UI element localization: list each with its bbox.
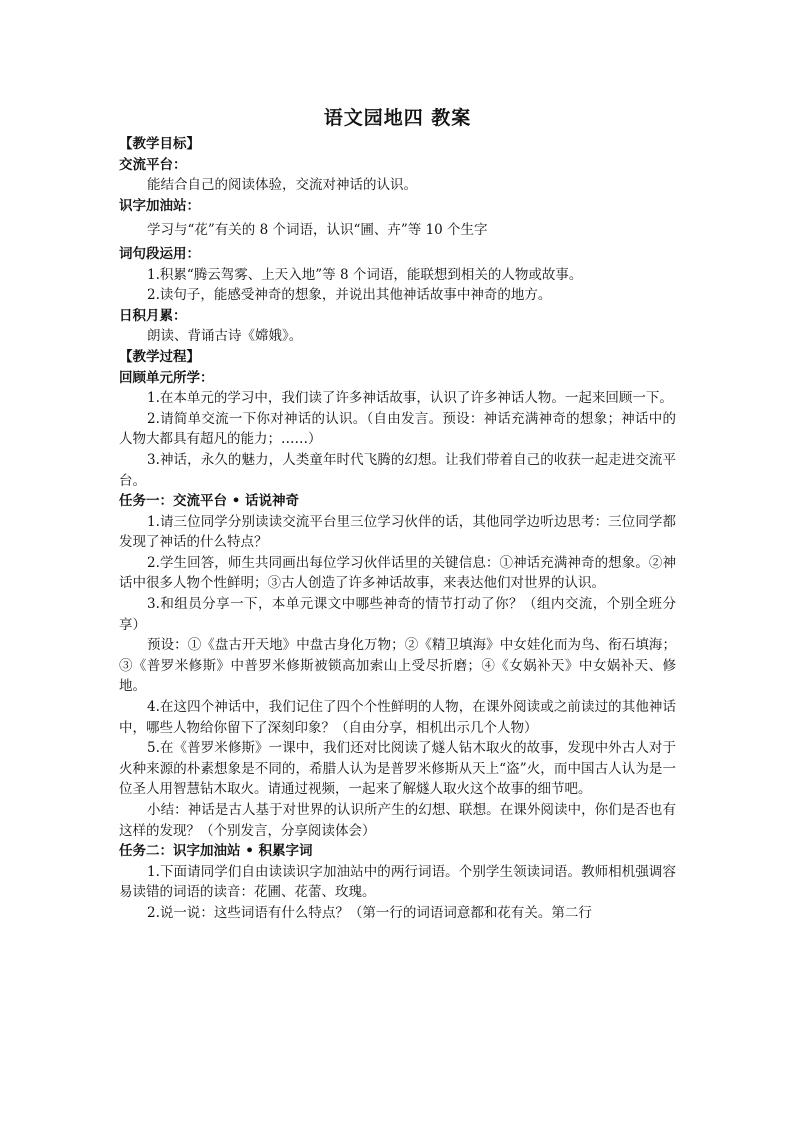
paragraph-usage-1: 1.积累“腾云驾雾、上天入地”等 8 个词语，能联想到相关的人物或故事。 [147, 266, 583, 283]
subheading-review: 回顾单元所学： [119, 369, 214, 386]
document-title: 语文园地四 教案 [323, 107, 472, 129]
subheading-exchange: 交流平台： [119, 156, 187, 173]
paragraph-task2-2: 2.说一说：这些词语有什么特点？（第一行的词语词意都和花有关。第二行 [147, 904, 592, 921]
paragraph-task1-2: 2.学生回答，师生共同画出每位学习伙伴话里的关键信息：①神话充满神奇的想象。②神话中很多人物个性鲜明；③古人创造了许多神话故事，来表达他们对世界的认识。 [119, 554, 676, 592]
paragraph-review-1: 1.在本单元的学习中，我们读了许多神话故事，认识了许多神话人物。一起来回顾一下。 [147, 390, 673, 407]
subheading-task2: 任务二：识字加油站 • 积累字词 [119, 843, 313, 860]
paragraph-review-3: 3.神话，永久的魅力，人类童年时代飞腾的幻想。让我们带着自己的收获一起走进交流平台。 [119, 451, 676, 489]
paragraph-task2-1: 1.下面请同学们自由读读识字加油站中的两行词语。个别学生领读词语。教师相机强调容易读错的词语的读音：花圃、花蕾、玫瑰。 [119, 863, 676, 901]
subheading-daily: 日积月累： [119, 307, 187, 324]
subheading-literacy: 识字加油站： [119, 197, 200, 214]
paragraph-exchange: 能结合自己的阅读体验，交流对神话的认识。 [147, 177, 417, 194]
section-heading-goals: 【教学目标】 [119, 136, 200, 152]
paragraph-review-2: 2.请简单交流一下你对神话的认识。（自由发言。预设：神话充满神奇的想象；神话中的人物大都具有超凡的能力；……） [119, 410, 676, 448]
paragraph-task1-1: 1.请三位同学分别读读交流平台里三位学习伙伴的话，其他同学边听边思考：三位同学都发现了神话的什么特点？ [119, 513, 676, 551]
paragraph-usage-2: 2.读句子，能感受神奇的想象，并说出其他神话故事中神奇的地方。 [147, 287, 552, 304]
paragraph-task1-summary: 小结：神话是古人基于对世界的认识所产生的幻想、联想。在课外阅读中，你们是否也有这样的发现？（个别发言，分享阅读体会） [119, 802, 676, 839]
section-heading-process: 【教学过程】 [119, 348, 200, 365]
paragraph-task1-3: 3.和组员分享一下，本单元课文中哪些神奇的情节打动了你？（组内交流，个别全班分享） [119, 596, 676, 633]
paragraph-literacy: 学习与“花”有关的 8 个词语，认识“圃、卉”等 10 个生字 [147, 222, 488, 239]
subheading-task1: 任务一：交流平台 • 话说神奇 [119, 493, 300, 510]
paragraph-daily: 朗读、背诵古诗《嫦娥》。 [147, 328, 303, 345]
paragraph-task1-5: 4.在这四个神话中，我们记住了四个个性鲜明的人物，在课外阅读或之前读过的其他神话中，哪些人物给你留下了深刻印象？（自由分享，相机出示几个人物） [119, 699, 676, 736]
paragraph-task1-6: 5.在《普罗米修斯》一课中，我们还对比阅读了燧人钻木取火的故事，发现中外古人对于火种来源的朴素想象是不同的，希腊人认为是普罗米修斯从天上“盗”火，而中国古人认为是一位圣人用智慧钻木取火。请通过视频，一起来了解燧人取火这个故事的细节吧。 [119, 740, 676, 798]
paragraph-task1-4: 预设：①《盘古开天地》中盘古身化万物；②《精卫填海》中女娃化而为鸟、衔石填海；③《普罗米修斯》中普罗米修斯被锁高加索山上受尽折磨；④《女娲补天》中女娲补天、修地。 [119, 637, 676, 695]
subheading-usage: 词句段运用： [119, 245, 200, 262]
